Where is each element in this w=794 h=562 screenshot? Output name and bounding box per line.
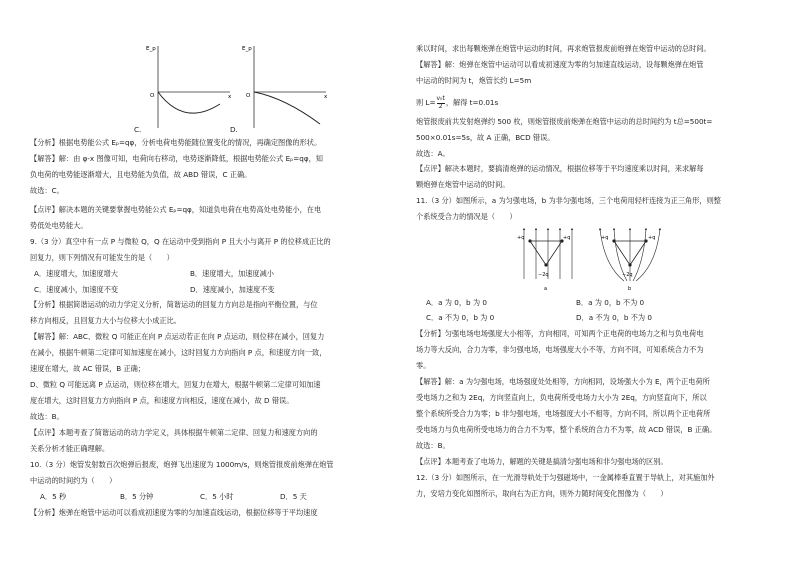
q9-analysis-line2: 移方向相反，且回复力大小与位移大小成正比。 bbox=[30, 316, 181, 325]
q9-option-a: A．速度增大，加速度增大 bbox=[34, 269, 118, 278]
q9-option-d: D．速度减小，加速度不变 bbox=[190, 285, 275, 294]
q10-stem-line2: 中运动的时间约为（ ） bbox=[30, 476, 117, 485]
graph-c-x-label: x bbox=[228, 94, 232, 100]
q8-choice: 故选：C。 bbox=[30, 186, 64, 195]
q10-formula-numerator: v₀t bbox=[436, 95, 445, 102]
q8-answer-line1: 【解答】解：由 φ-x 图像可知，电荷向右移动，电势逐渐降低，根据电势能公式 Eₚ=qφ，知 bbox=[30, 154, 323, 163]
q9-stem-line1: 9.（3 分）真空中有一点 P 与微粒 Q，Q 在运动中受到指向 P 且大小与离开 P 的位移成正比的 bbox=[30, 237, 331, 246]
graph-c-y-label: E_p bbox=[146, 46, 156, 52]
q10-answer-line4: 炮管报废前共发射炮弹约 500 枚，则炮管报废前炮弹在炮管中运动的总时间约为 t总=500t= bbox=[416, 117, 713, 126]
graph-c-label: C. bbox=[134, 125, 142, 134]
q11-fig-b-charge-right: +q bbox=[648, 235, 656, 241]
q11-analysis-line3: 零。 bbox=[416, 361, 431, 370]
q9-comment-line2: 关系分析才能正确理解。 bbox=[30, 444, 110, 453]
q9-stem-line2: 回复力，则下列情况有可能发生的是（ ） bbox=[30, 253, 174, 262]
q12-stem-line2: 力，安培力变化如图所示，取向右为正方向，则外力随时间变化图像为（ ） bbox=[416, 489, 668, 498]
q10-analysis-line1: 【分析】炮弹在炮管中运动可以看成初速度为零的匀加速直线运动，根据位移等于平均速度 bbox=[30, 508, 318, 517]
q11-fig-a-charge-right: +q bbox=[563, 235, 571, 241]
q10-choice: 故选：A。 bbox=[416, 149, 450, 158]
q9-answer-line4: D、微粒 Q 可能远离 P 点运动，则位移在增大，回复力在增大，根据牛顿第二定律可知加速 bbox=[30, 380, 321, 389]
q11-stem-line2: 个系统受合力的情况是（ ） bbox=[416, 212, 517, 221]
q10-answer-line5: 500×0.01s=5s，故 A 正确，BCD 错误。 bbox=[416, 133, 555, 142]
q8-comment-line2: 势低处电势能大。 bbox=[30, 221, 88, 230]
graph-d-label: D. bbox=[230, 125, 238, 134]
q8-answer-line2: 负电荷的电势能逐渐增大，且电势能为负值，故 ABD 错误，C 正确。 bbox=[30, 170, 252, 179]
q11-fig-b-charge-left: +q bbox=[601, 235, 609, 241]
q11-fig-a-label: a bbox=[544, 286, 548, 292]
graph-c bbox=[144, 42, 234, 132]
q9-option-b: B．速度增大，加速度减小 bbox=[190, 269, 274, 278]
q10-formula bbox=[416, 96, 498, 110]
q11-fig-b-label: b bbox=[628, 286, 632, 292]
q10-analysis-cont: 乘以时间，求出每颗炮弹在炮管中运动的时间，再求炮管报废前炮弹在炮管中运动的总时间。 bbox=[416, 44, 711, 53]
graph-c-origin: O bbox=[150, 93, 155, 99]
q10-answer-line1: 【解答】解：炮弹在炮管中运动可以看成初速度为零的匀加速直线运动，设每颗炮弹在炮管 bbox=[416, 60, 704, 69]
q11-fig-a-charge-bottom: −2q bbox=[538, 272, 549, 278]
q11-comment: 【点评】本题考查了电场力，解题的关键是搞清匀强电场和非匀强电场的区别。 bbox=[416, 457, 668, 466]
q10-stem-line1: 10.（3 分）炮管发射数百次炮弹后报废，炮弹飞出速度为 1000m/s，则炮管报废前炮弹在炮管 bbox=[30, 460, 334, 469]
q10-comment-line2: 颗炮弹在炮管中运动的时间。 bbox=[416, 180, 510, 189]
q11-figure-b bbox=[596, 225, 666, 293]
q9-answer-line2: 在减小，根据牛顿第二定律可知加速度在减小，这时回复力方向指向 P 点，和速度方向一致， bbox=[30, 348, 327, 357]
q10-option-b: B．5 分钟 bbox=[120, 492, 154, 501]
q11-analysis-line1: 【分析】匀强电场电场强度大小相等，方向相同，可知两个正电荷的电场力之和与负电荷电 bbox=[416, 329, 704, 338]
graph-d-y-label: E_p bbox=[242, 46, 252, 52]
q11-fig-a-charge-left: +q bbox=[517, 235, 525, 241]
q11-option-a: A．a 为 0，b 为 0 bbox=[426, 298, 487, 307]
q10-formula-denominator: 2 bbox=[438, 102, 443, 110]
graph-d-curve bbox=[254, 92, 320, 124]
q11-answer-line3: 整个系统所受合力为零；b 非匀强电场，电场强度大小不相等，方向不同，所以两个正电荷所 bbox=[416, 409, 711, 418]
q9-option-c: C．速度减小，加速度不变 bbox=[34, 285, 119, 294]
q11-option-d: D．a 不为 0，b 不为 0 bbox=[576, 313, 652, 322]
q11-fig-b-charge-bottom: −2q bbox=[622, 272, 633, 278]
q10-comment-line1: 【点评】解决本题时，要搞清炮弹的运动情况，根据位移等于平均速度乘以时间，来求解每 bbox=[416, 164, 704, 173]
q11-answer-line4: 受电场力与负电荷所受电场力的合力不为零，整个系统的合力不为零，故 ACD 错误，B 正确。 bbox=[416, 425, 717, 434]
q11-option-b: B．a 为 0，b 不为 0 bbox=[576, 298, 645, 307]
q10-option-d: D．5 天 bbox=[280, 492, 307, 501]
q11-option-c: C．a 不为 0，b 为 0 bbox=[426, 313, 495, 322]
q11-answer-line2: 受电场力之和为 2Eq，方向竖直向上，负电荷所受电场力大小为 2Eq，方向竖直向下，所以 bbox=[416, 393, 707, 402]
q9-analysis-line1: 【分析】根据简谐运动的动力学定义分析，简谐运动的回复力方向总是指向平衡位置，与位 bbox=[30, 300, 318, 309]
q10-answer-line2: 中运动的时间为 t，炮管长约 L=5m bbox=[416, 76, 532, 85]
q8-comment-line1: 【点评】解决本题的关键要掌握电势能公式 Eₚ=qφ，知道负电荷在电势高处电势能小，在电 bbox=[30, 205, 322, 214]
q8-analysis: 【分析】根据电势能公式 Eₚ=qφ，分析电荷电势能随位置变化的情况，再确定图像的形状。 bbox=[30, 138, 322, 147]
graph-d-origin: O bbox=[246, 93, 251, 99]
q11-answer-line1: 【解答】解：a 为匀强电场，电场强度处处相等，方向相同，设场强大小为 E，两个正电荷所 bbox=[416, 377, 710, 386]
q10-option-a: A．5 秒 bbox=[40, 492, 67, 501]
q10-option-c: C．5 小时 bbox=[200, 492, 234, 501]
graph-d bbox=[240, 42, 330, 132]
q9-answer-line3: 速度在增大，故 AC 错误，B 正确； bbox=[30, 364, 146, 373]
q10-formula-prefix: 则 L= bbox=[416, 98, 436, 108]
q11-stem-line1: 11.（3 分）如图所示，a 为匀强电场，b 为非匀强电场，三个电荷用轻杆连接为正三角形，则整 bbox=[416, 196, 721, 205]
graph-d-x-label: x bbox=[324, 94, 328, 100]
q11-choice: 故选：B。 bbox=[416, 441, 450, 450]
q10-formula-fraction bbox=[437, 96, 445, 110]
q9-answer-line5: 度在增大，这时回复力方向指向 P 点，和速度方向相反，速度在减小，故 D 错误。 bbox=[30, 396, 294, 405]
q11-figure-a bbox=[516, 225, 576, 293]
q9-choice: 故选：B。 bbox=[30, 412, 64, 421]
q9-comment-line1: 【点评】本题考查了简谐运动的动力学定义，具体根据牛顿第二定律、回复力和速度方向的 bbox=[30, 428, 318, 437]
q9-answer-line1: 【解答】解：ABC、微粒 Q 可能正在向 P 点运动若正在向 P 点运动，则位移在减小，回复力 bbox=[30, 332, 325, 341]
graph-c-curve bbox=[158, 92, 220, 113]
q10-formula-suffix: ，解得 t=0.01s bbox=[445, 98, 499, 108]
q11-analysis-line2: 场力等大反向，合力为零，非匀强电场，电场强度大小不等，方向不同，可知系统合力不为 bbox=[416, 345, 704, 354]
q12-stem-line1: 12.（3 分）如图所示，在一光滑导轨处于匀强磁场中，一金属棒垂直置于导轨上，对其施加外 bbox=[416, 473, 715, 482]
